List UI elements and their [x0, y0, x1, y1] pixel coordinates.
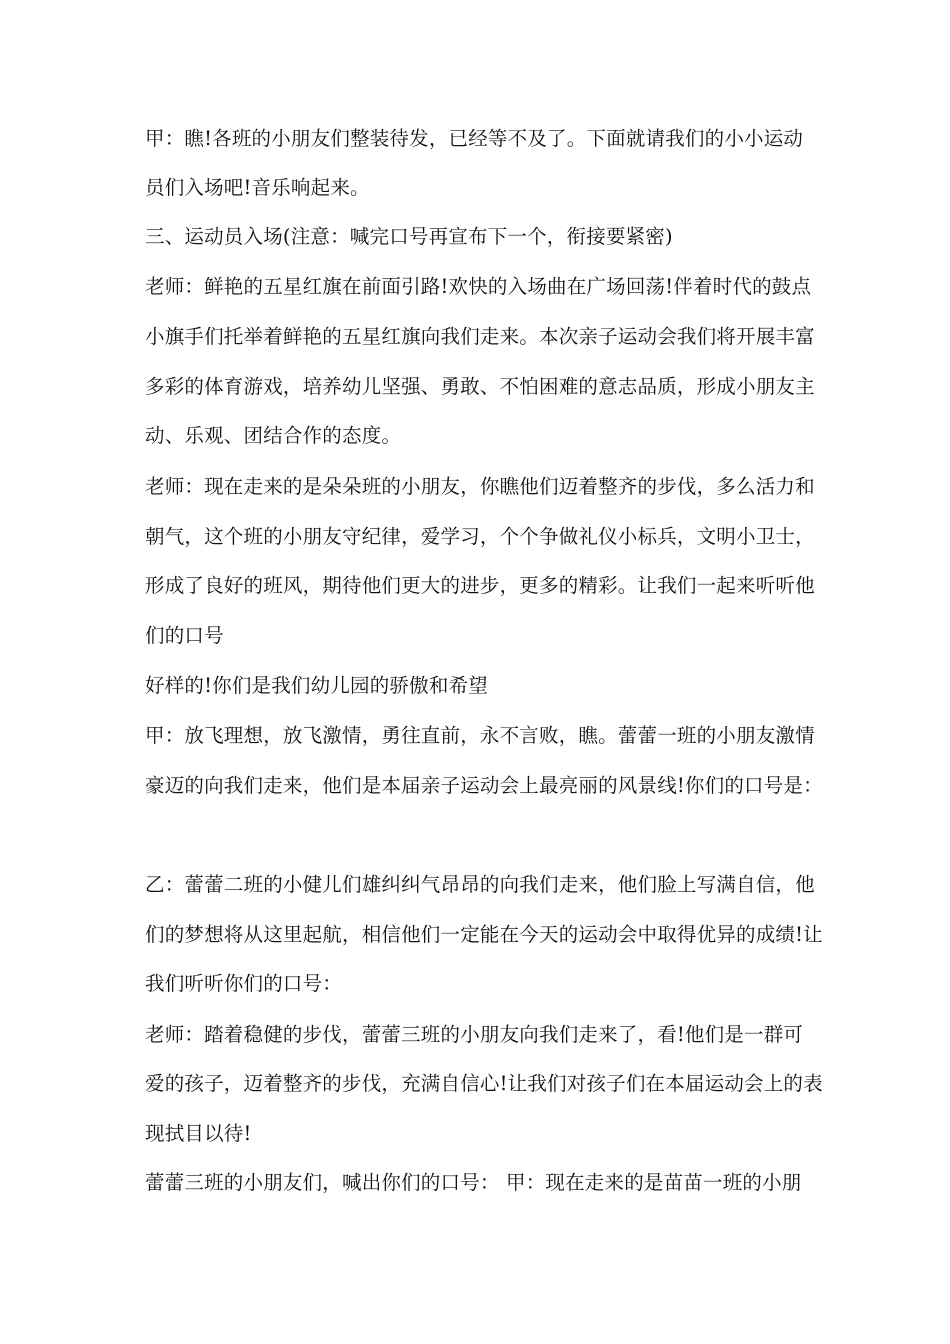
text-line: 们的梦想将从这里起航，相信他们一定能在今天的运动会中取得优异的成绩!让: [145, 923, 823, 946]
text-line: 好样的!你们是我们幼儿园的骄傲和希望: [145, 674, 488, 697]
text-line: 形成了良好的班风，期待他们更大的进步，更多的精彩。让我们一起来听听他: [145, 574, 815, 597]
text-line: 现拭目以待!: [145, 1122, 252, 1145]
text-line: 豪迈的向我们走来，他们是本届亲子运动会上最亮丽的风景线!你们的口号是：: [145, 774, 823, 797]
text-line: 动、乐观、团结合作的态度。: [145, 424, 402, 447]
text-line: 们的口号: [145, 624, 224, 647]
text-line: 爱的孩子，迈着整齐的步伐，充满自信心!让我们对孩子们在本届运动会上的表: [145, 1072, 823, 1095]
text-line: 蕾蕾三班的小朋友们，喊出你们的口号： 甲：现在走来的是苗苗一班的小朋: [145, 1171, 802, 1194]
text-line: 甲：瞧!各班的小朋友们整装待发，已经等不及了。下面就请我们的小小运动: [145, 127, 804, 150]
text-line: 老师：踏着稳健的步伐，蕾蕾三班的小朋友向我们走来了，看!他们是一群可: [145, 1023, 804, 1046]
text-line: 老师：现在走来的是朵朵班的小朋友，你瞧他们迈着整齐的步伐，多么活力和: [145, 475, 815, 498]
text-line: 小旗手们托举着鲜艳的五星红旗向我们走来。本次亲子运动会我们将开展丰富: [145, 325, 815, 348]
text-line: 乙：蕾蕾二班的小健儿们雄纠纠气昂昂的向我们走来，他们脸上写满自信，他: [145, 873, 815, 896]
text-line: 甲：放飞理想，放飞激情，勇往直前，永不言败，瞧。蕾蕾一班的小朋友激情: [145, 724, 815, 747]
text-line: 朝气，这个班的小朋友守纪律，爱学习，个个争做礼仪小标兵，文明小卫士，: [145, 525, 815, 548]
text-line: 员们入场吧!音乐响起来。: [145, 176, 370, 199]
text-line: 多彩的体育游戏，培养幼儿坚强、勇敢、不怕困难的意志品质，形成小朋友主: [145, 375, 815, 398]
text-line: 老师：鲜艳的五星红旗在前面引路!欢快的入场曲在广场回荡!伴着时代的鼓点: [145, 275, 812, 298]
text-line: 三、运动员入场(注意：喊完口号再宣布下一个，衔接要紧密): [145, 225, 673, 248]
text-line: 我们听听你们的口号：: [145, 972, 343, 995]
